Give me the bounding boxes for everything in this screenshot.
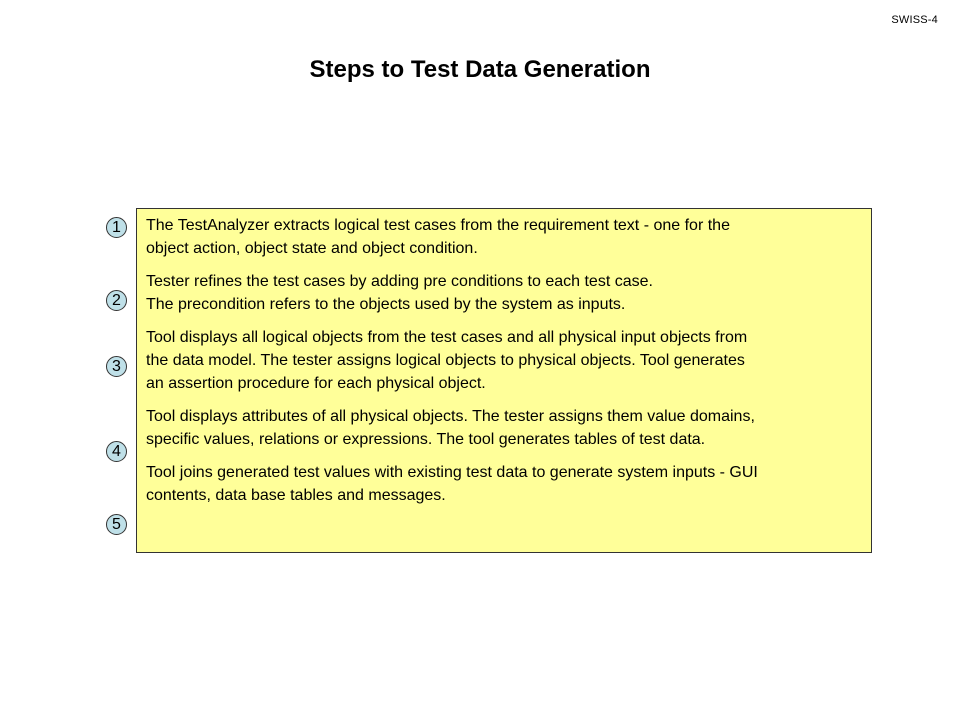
step-number-3: 3 (106, 356, 127, 377)
step-text-1: The TestAnalyzer extracts logical test cases from the requirement text - one for the object action, object state and object condition. (146, 217, 730, 257)
slide-id: SWISS-4 (891, 14, 938, 26)
step-text-4: Tool displays attributes of all physical objects. The tester assigns them value domains, specific values, relations or expressions. The tool generates tables of test data. (146, 408, 755, 448)
steps-text-box (136, 208, 872, 553)
step-text-2: Tester refines the test cases by adding pre conditions to each test case. The precondition refers to the objects used by the system as inputs. (146, 273, 653, 313)
page-title: Steps to Test Data Generation (309, 56, 651, 83)
step-text-3: Tool displays all logical objects from the test cases and all physical input objects from the data model. The tester assigns logical objects to physical objects. Tool generates an assertion procedure for each physical object. (146, 329, 748, 392)
step-number-4: 4 (106, 441, 127, 462)
step-number-2: 2 (106, 290, 127, 311)
step-number-5: 5 (106, 514, 127, 535)
step-number-1: 1 (106, 217, 127, 238)
step-text-5: Tool joins generated test values with existing test data to generate system inputs - GUI contents, data base tables and messages. (146, 464, 758, 504)
